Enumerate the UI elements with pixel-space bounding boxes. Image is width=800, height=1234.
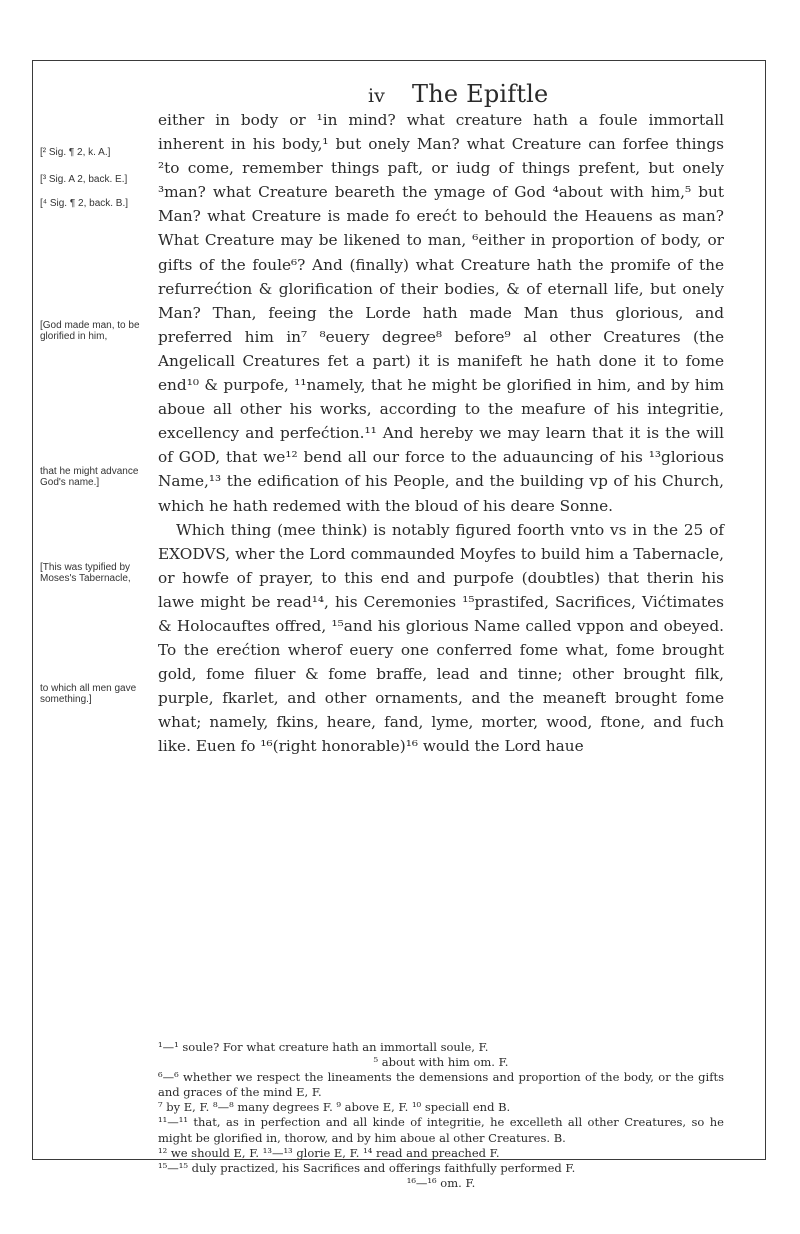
footnote-7-10: ⁷ by E, F. ⁸—⁸ many degrees F. ⁹ above E, F. ¹⁰ speciall end B. <box>158 1100 511 1115</box>
margin-note-sig-1: [² Sig. ¶ 2, k. A.] <box>40 147 111 158</box>
body-paragraph-1: either in body or ¹in mind? what creature hath a foule immortall inherent in his body,¹ but onely Man? what Creature can forfee things ²to come, remember things paft, or iudg of things prefent, but onely ³man? what Creature beareth the ymage of God ⁴about with him,⁵ but Man? what Creature is made fo erećt to behould the Heauens as man? What Creature may be likened to man, ⁶either in proportion of body, or gifts of the foule⁶? And (finally) what Creature hath the promife of the refurrećtion & glorification of their bodies, & of eternall life, but onely Man? Than, feeing the Lorde hath made Man thus glorious, and preferred him in⁷ ⁸euery degree⁸ before⁹ al other Creatures (the Angelicall Creatures fet a part) it is manifeft he hath done it to fome end¹⁰ & purpofe, ¹¹namely, that he might be glorified in him, and by him aboue all other his works, according to the meafure of his integritie, excellency and perfećtion.¹¹ And hereby we may learn that it is the will of GOD, that we¹² bend all our force to the aduauncing of his ¹³glorious Name,¹³ the edification of his People, and the building vp of his Church, which he hath redemed with the bloud of his deare Sonne. <box>158 111 724 515</box>
margin-note-sig-2: [³ Sig. A 2, back. E.] <box>40 174 128 185</box>
footnote-15: ¹⁵—¹⁵ duly practized, his Sacrifices and offerings faithfully performed F. <box>158 1160 576 1175</box>
margin-note-god-made-man: [God made man, to be glorified in him, <box>40 320 140 342</box>
footnote-5: ⁵ about with him om. F. <box>373 1055 509 1070</box>
footnote-16: ¹⁶—¹⁶ om. F. <box>406 1175 476 1190</box>
running-head: The Epiftle <box>412 80 549 108</box>
body-paragraph-2: Which thing (mee think) is notably figured foorth vnto vs in the 25 of EXODVS, wher the Lord commaunded Moyfes to build him a Tabernacle, or howfe of prayer, to this end and purpofe (doubtles) that therin his lawe might be read¹⁴, his Ceremonies ¹⁵prastifed, Sacrifices, Vićtimates & Holocauftes offred, ¹⁵and his glorious Name called vppon and obeyed. To the erećtion wherof euery one conferred fome what, fome brought gold, fome filuer & fome braffe, lead and tinne; other brought filk, purple, fkarlet, and other ornaments, and the meaneft brought fome what; namely, fkins, heare, fand, lyme, morter, wood, ftone, and fuch like. Euen fo ¹⁶(right honorable)¹⁶ would the Lord haue <box>158 520 724 756</box>
footnote-12-14: ¹² we should E, F. ¹³—¹³ glorie E, F. ¹⁴ read and preached F. <box>158 1145 500 1160</box>
body-text <box>158 108 724 759</box>
footnote-1: ¹—¹ soule? For what creature hath an immortall soule, F. <box>158 1040 489 1054</box>
page-number: iv <box>368 85 385 107</box>
footnotes <box>158 1040 724 1191</box>
margin-note-tabernacle: [This was typified by Moses's Tabernacle, <box>40 562 131 584</box>
margin-note-advance-name: that he might advance God's name.] <box>40 466 139 488</box>
margin-note-sig-3: [⁴ Sig. ¶ 2, back. B.] <box>40 198 129 209</box>
footnote-11: ¹¹—¹¹ that, as in perfection and all kinde of integritie, he excelleth all other Creatures, so he might be glorified in, thorow, and by him aboue al other Creatures. B. <box>158 1115 724 1145</box>
footnote-6: ⁶—⁶ whether we respect the lineaments the demensions and proportion of the body, or the gifts and graces of the mind E, F. <box>158 1070 724 1100</box>
margin-note-gave-something: to which all men gave something.] <box>40 683 137 705</box>
